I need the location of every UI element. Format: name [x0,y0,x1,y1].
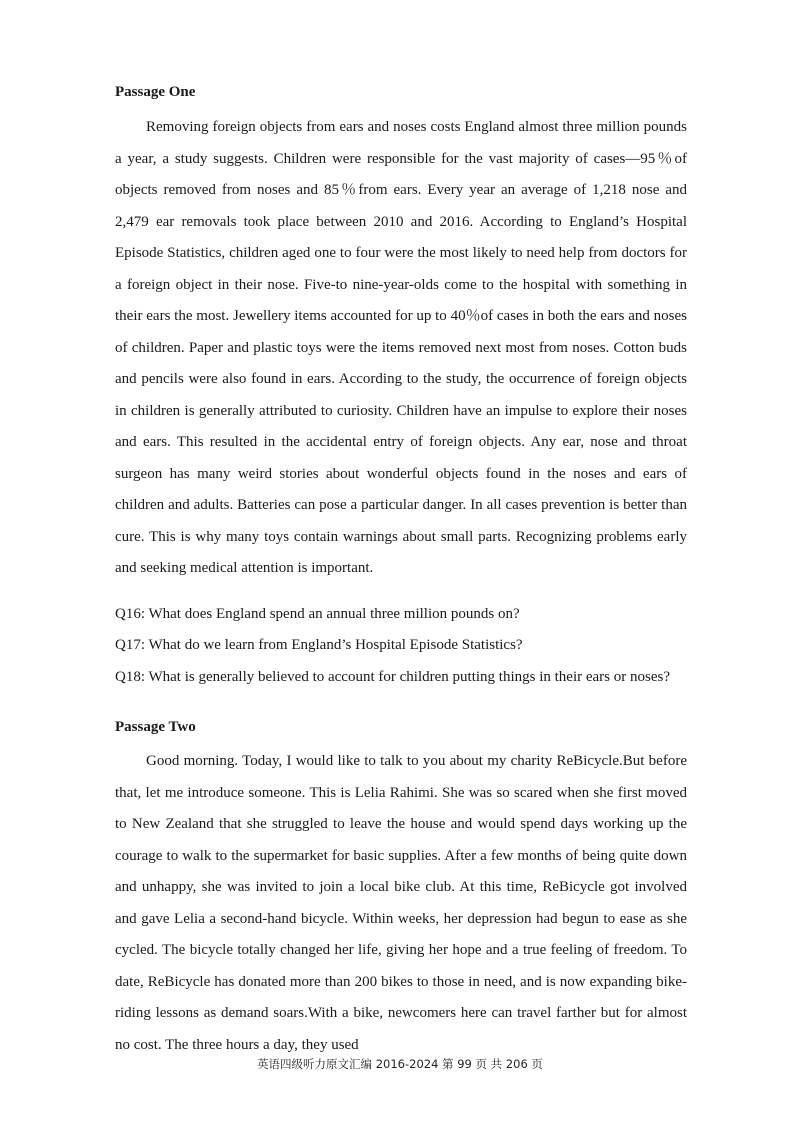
question-16: Q16: What does England spend an annual three million pounds on? [115,606,520,622]
question-18: Q18: What is generally believed to account for children putting things in their ears or noses? [115,669,670,685]
passage-two-text: Good morning. Today, I would like to talk to you about my charity ReBicycle.But before that, let me introduce someone. This is Lelia Rahimi. She was so scared when she first moved to New Zealand that she struggled to leave the house and would spend days working up the courage to walk to the supermarket for basic supplies. After a few months of being quite down and unhappy, she was invited to join a local bike club. At this time, ReBicycle got involved and gave Lelia a second-hand bicycle. Within weeks, her depression had begun to ease as she cycled. The bicycle totally changed her life, giving her hope and a true feeling of freedom. To date, ReBicycle has donated more than 200 bikes to those in need, and is now expanding bike-riding lessons as demand soars.With a bike, newcomers here can travel farther but for almost no cost. The three hours a day, they used [115,753,687,1053]
question-17: Q17: What do we learn from England’s Hospital Episode Statistics? [115,637,523,653]
passage-one-text: Removing foreign objects from ears and noses costs England almost three million pounds a year, a study suggests. Children were responsible for the vast majority of cases—95％of objects removed from noses and 85％from ears. Every year an average of 1,218 nose and 2,479 ear removals took place between 2010 and 2016. According to England’s Hospital Episode Statistics, children aged one to four were the most likely to need help from doctors for a foreign object in their nose. Five-to nine-year-olds come to the hospital with something in their ears the most. Jewellery items accounted for up to 40％of cases in both the ears and noses of children. Paper and plastic toys were the items removed next most from noses. Cotton buds and pencils were also found in ears. According to the study, the occurrence of foreign objects in children is generally attributed to curiosity. Children have an impulse to explore their noses and ears. This resulted in the accidental entry of foreign objects. Any ear, nose and throat surgeon has many weird stories about wonderful objects found in the noses and ears of children and adults. Batteries can pose a particular danger. In all cases prevention is better than cure. This is why many toys contain warnings about small parts. Recognizing problems early and seeking medical attention is important. [115,119,687,576]
passage-two-heading: Passage Two [115,719,196,735]
passage-one-heading: Passage One [115,84,196,100]
page-footer: 英语四级听力原文汇编 2016-2024 第 99 页 共 206 页 [257,1057,543,1071]
